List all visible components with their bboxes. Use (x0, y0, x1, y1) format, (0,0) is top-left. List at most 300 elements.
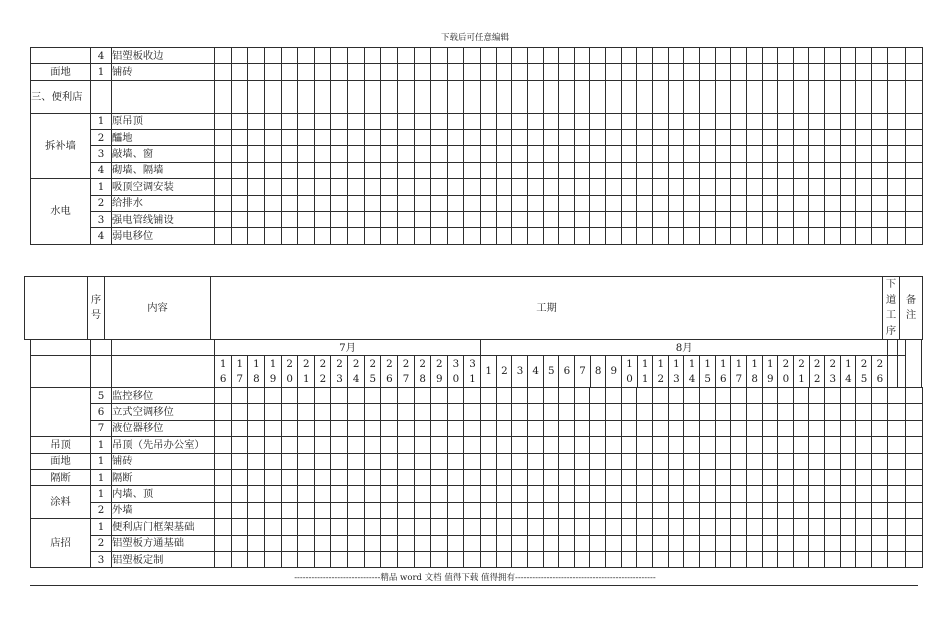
schedule-cell (574, 113, 590, 129)
schedule-cell (778, 80, 794, 113)
schedule-cell (298, 48, 315, 64)
day-number: 5 (547, 365, 555, 377)
schedule-cell (314, 195, 331, 211)
schedule-cell (464, 404, 481, 420)
schedule-cell (248, 228, 265, 244)
schedule-cell (668, 469, 684, 485)
schedule-cell (314, 228, 331, 244)
schedule-cell (715, 48, 731, 64)
schedule-cell (231, 420, 248, 436)
schedule-cell (809, 146, 825, 162)
schedule-cell (668, 535, 684, 551)
schedule-cell (381, 420, 398, 436)
schedule-cell (715, 453, 731, 469)
task-row (31, 469, 923, 485)
schedule-cell (559, 211, 575, 227)
blank-cell (888, 356, 898, 388)
schedule-cell (856, 64, 872, 80)
schedule-cell (590, 146, 606, 162)
schedule-cell (793, 437, 809, 453)
schedule-cell (699, 486, 715, 502)
schedule-cell (746, 404, 762, 420)
schedule-cell (248, 486, 265, 502)
schedule-cell (314, 113, 331, 129)
schedule-cell (746, 179, 762, 195)
task-row (31, 388, 923, 404)
schedule-cell (543, 535, 559, 551)
schedule-cell (397, 211, 414, 227)
schedule-cell (731, 146, 747, 162)
day-header-cell (856, 356, 872, 388)
schedule-cell (621, 211, 637, 227)
schedule-cell (281, 437, 298, 453)
schedule-cell (381, 80, 398, 113)
schedule-cell (248, 129, 265, 145)
schedule-cell (699, 129, 715, 145)
schedule-cell (715, 551, 731, 567)
schedule-cell (281, 228, 298, 244)
schedule-cell (215, 437, 232, 453)
schedule-cell (331, 228, 348, 244)
schedule-cell (856, 519, 872, 535)
schedule-cell (778, 162, 794, 178)
schedule-cell (731, 486, 747, 502)
schedule-cell (653, 162, 669, 178)
schedule-cell (364, 453, 381, 469)
next-process-header-cell (883, 277, 900, 340)
schedule-cell (637, 453, 653, 469)
schedule-cell (381, 211, 398, 227)
day-number: 16 (720, 357, 727, 385)
task-row (31, 129, 923, 145)
schedule-cell (414, 146, 431, 162)
schedule-cell (543, 404, 559, 420)
schedule-cell (574, 420, 590, 436)
schedule-cell (905, 129, 922, 145)
schedule-cell (381, 195, 398, 211)
schedule-cell (264, 211, 281, 227)
schedule-cell (364, 211, 381, 227)
schedule-table-top (30, 47, 923, 245)
schedule-cell (281, 420, 298, 436)
schedule-cell (905, 469, 922, 485)
day-number: 11 (641, 357, 649, 385)
schedule-cell (825, 129, 841, 145)
schedule-cell (746, 64, 762, 80)
schedule-cell (746, 502, 762, 518)
schedule-cell (248, 437, 265, 453)
schedule-cell (281, 535, 298, 551)
schedule-cell (637, 195, 653, 211)
item-number-cell: 2 (91, 195, 112, 211)
work-category-cell: 店招 (31, 519, 91, 568)
schedule-cell (397, 162, 414, 178)
schedule-cell (348, 551, 365, 567)
schedule-cell (215, 64, 232, 80)
schedule-cell (793, 469, 809, 485)
item-number-cell: 4 (91, 48, 112, 64)
schedule-cell (298, 535, 315, 551)
day-header-cell (512, 356, 528, 388)
schedule-cell (348, 146, 365, 162)
footer-rule (30, 585, 918, 586)
schedule-cell (527, 420, 543, 436)
day-header-cell (314, 356, 331, 388)
schedule-cell (559, 113, 575, 129)
schedule-cell (762, 420, 778, 436)
schedule-cell (248, 453, 265, 469)
schedule-cell (543, 502, 559, 518)
day-header-cell (590, 356, 606, 388)
schedule-cell (464, 502, 481, 518)
schedule-cell (512, 551, 528, 567)
day-header-cell (684, 356, 700, 388)
work-category-cell (31, 388, 91, 437)
schedule-cell (264, 388, 281, 404)
schedule-cell (872, 113, 888, 129)
schedule-cell (281, 80, 298, 113)
schedule-cell (668, 195, 684, 211)
schedule-cell (746, 146, 762, 162)
schedule-cell (496, 179, 512, 195)
schedule-cell (840, 453, 856, 469)
schedule-cell (778, 211, 794, 227)
schedule-cell (397, 80, 414, 113)
day-number: 29 (435, 357, 443, 385)
schedule-cell (715, 146, 731, 162)
schedule-cell (668, 404, 684, 420)
schedule-cell (464, 551, 481, 567)
schedule-cell (231, 80, 248, 113)
schedule-cell (699, 535, 715, 551)
schedule-cell (762, 453, 778, 469)
schedule-cell (637, 146, 653, 162)
schedule-cell (746, 195, 762, 211)
schedule-cell (856, 179, 872, 195)
schedule-cell (281, 388, 298, 404)
sequence-header-cell (88, 277, 105, 340)
schedule-cell (331, 551, 348, 567)
schedule-cell (559, 535, 575, 551)
schedule-cell (527, 502, 543, 518)
item-content-cell: 外墙 (112, 502, 215, 518)
schedule-cell (248, 519, 265, 535)
schedule-cell (778, 486, 794, 502)
day-number: 25 (369, 357, 376, 385)
schedule-cell (637, 64, 653, 80)
schedule-cell (559, 469, 575, 485)
schedule-cell (746, 535, 762, 551)
schedule-cell (653, 113, 669, 129)
schedule-cell (527, 146, 543, 162)
work-category-cell: 拆补墙 (31, 113, 91, 179)
schedule-cell (684, 420, 700, 436)
schedule-cell (364, 551, 381, 567)
schedule-calendar-header (30, 339, 906, 388)
item-number-cell: 6 (91, 404, 112, 420)
schedule-cell (481, 420, 497, 436)
schedule-cell (715, 179, 731, 195)
schedule-cell (887, 80, 905, 113)
schedule-cell (215, 551, 232, 567)
schedule-cell (668, 453, 684, 469)
schedule-cell (872, 437, 888, 453)
schedule-cell (778, 469, 794, 485)
schedule-cell (298, 486, 315, 502)
schedule-cell (905, 211, 922, 227)
schedule-cell (381, 179, 398, 195)
day-header-cell (778, 356, 794, 388)
schedule-cell (699, 437, 715, 453)
schedule-cell (512, 162, 528, 178)
schedule-cell (527, 437, 543, 453)
schedule-cell (231, 48, 248, 64)
schedule-cell (872, 228, 888, 244)
schedule-cell (825, 228, 841, 244)
schedule-cell (699, 162, 715, 178)
schedule-cell (348, 502, 365, 518)
schedule-cell (840, 211, 856, 227)
schedule-cell (543, 146, 559, 162)
schedule-cell (431, 453, 448, 469)
schedule-cell (298, 388, 315, 404)
item-content-cell: 铺砖 (112, 453, 215, 469)
schedule-cell (381, 129, 398, 145)
task-row (31, 420, 923, 436)
duration-header-label: 工期 (536, 302, 557, 314)
schedule-cell (778, 420, 794, 436)
schedule-cell (684, 80, 700, 113)
schedule-cell (590, 113, 606, 129)
schedule-cell (762, 437, 778, 453)
schedule-cell (512, 64, 528, 80)
schedule-cell (281, 162, 298, 178)
schedule-cell (731, 420, 747, 436)
schedule-cell (590, 486, 606, 502)
schedule-cell (684, 535, 700, 551)
day-header-cell (264, 356, 281, 388)
schedule-cell (606, 211, 622, 227)
schedule-cell (215, 502, 232, 518)
remarks-header-cell (900, 277, 923, 340)
schedule-cell (809, 80, 825, 113)
schedule-cell (856, 453, 872, 469)
schedule-cell (840, 469, 856, 485)
schedule-cell (464, 469, 481, 485)
schedule-cell (331, 420, 348, 436)
schedule-cell (364, 469, 381, 485)
schedule-cell (331, 80, 348, 113)
item-content-cell: 立式空调移位 (112, 404, 215, 420)
schedule-cell (215, 162, 232, 178)
schedule-cell (574, 551, 590, 567)
schedule-cell (574, 129, 590, 145)
schedule-cell (590, 48, 606, 64)
schedule-cell (746, 486, 762, 502)
schedule-cell (496, 420, 512, 436)
schedule-cell (825, 48, 841, 64)
schedule-cell (856, 211, 872, 227)
schedule-cell (348, 129, 365, 145)
task-row (31, 48, 923, 64)
schedule-cell (762, 113, 778, 129)
schedule-cell (621, 469, 637, 485)
day-number: 30 (452, 357, 460, 385)
schedule-cell (215, 48, 232, 64)
schedule-cell (762, 80, 778, 113)
schedule-cell (793, 519, 809, 535)
schedule-cell (840, 437, 856, 453)
schedule-cell (364, 404, 381, 420)
schedule-cell (590, 388, 606, 404)
day-header-cell (543, 356, 559, 388)
task-row (31, 195, 923, 211)
schedule-cell (281, 64, 298, 80)
schedule-cell (447, 162, 464, 178)
schedule-cell (606, 437, 622, 453)
schedule-cell (559, 179, 575, 195)
schedule-cell (298, 469, 315, 485)
day-header-cell (381, 356, 398, 388)
schedule-cell (793, 64, 809, 80)
schedule-cell (887, 388, 905, 404)
schedule-cell (825, 502, 841, 518)
schedule-cell (684, 486, 700, 502)
schedule-cell (793, 48, 809, 64)
schedule-cell (481, 113, 497, 129)
schedule-cell (464, 113, 481, 129)
schedule-cell (381, 162, 398, 178)
blank-cell (91, 340, 112, 356)
schedule-cell (590, 469, 606, 485)
schedule-cell (314, 388, 331, 404)
schedule-cell (414, 195, 431, 211)
schedule-cell (887, 453, 905, 469)
day-number: 1 (485, 365, 492, 377)
schedule-cell (653, 228, 669, 244)
schedule-cell (731, 469, 747, 485)
schedule-cell (331, 486, 348, 502)
schedule-cell (447, 228, 464, 244)
day-header-cell (528, 356, 544, 388)
schedule-cell (431, 48, 448, 64)
schedule-cell (348, 195, 365, 211)
schedule-cell (231, 437, 248, 453)
item-number-cell: 1 (91, 453, 112, 469)
schedule-cell (481, 519, 497, 535)
item-content-cell: 敲墙、窗 (112, 146, 215, 162)
schedule-cell (887, 162, 905, 178)
schedule-cell (559, 420, 575, 436)
item-content-cell: 铝塑板收边 (112, 48, 215, 64)
day-number: 25 (860, 357, 868, 385)
schedule-cell (590, 453, 606, 469)
schedule-cell (559, 162, 575, 178)
schedule-cell (905, 113, 922, 129)
item-number-cell: 4 (91, 228, 112, 244)
schedule-cell (447, 211, 464, 227)
schedule-cell (699, 113, 715, 129)
schedule-cell (762, 519, 778, 535)
schedule-cell (621, 179, 637, 195)
day-number: 18 (751, 357, 758, 385)
schedule-cell (905, 48, 922, 64)
schedule-cell (215, 519, 232, 535)
schedule-cell (621, 453, 637, 469)
schedule-cell (905, 195, 922, 211)
schedule-cell (512, 404, 528, 420)
schedule-cell (331, 48, 348, 64)
schedule-cell (248, 64, 265, 80)
schedule-cell (248, 146, 265, 162)
schedule-cell (314, 64, 331, 80)
schedule-cell (314, 502, 331, 518)
schedule-cell (298, 64, 315, 80)
schedule-cell (431, 420, 448, 436)
schedule-cell (887, 502, 905, 518)
day-header-cell (747, 356, 763, 388)
schedule-cell (606, 64, 622, 80)
schedule-cell (856, 551, 872, 567)
schedule-cell (397, 535, 414, 551)
schedule-cell (653, 404, 669, 420)
schedule-cell (840, 228, 856, 244)
item-number-cell: 1 (91, 179, 112, 195)
schedule-cell (825, 453, 841, 469)
schedule-cell (431, 437, 448, 453)
schedule-cell (264, 80, 281, 113)
schedule-cell (574, 228, 590, 244)
schedule-cell (856, 228, 872, 244)
schedule-cell (621, 437, 637, 453)
schedule-cell (331, 129, 348, 145)
schedule-cell (543, 388, 559, 404)
month-header-cell: 7月 (215, 340, 481, 356)
schedule-cell (668, 162, 684, 178)
schedule-cell (637, 420, 653, 436)
schedule-cell (314, 48, 331, 64)
schedule-cell (653, 48, 669, 64)
schedule-cell (314, 535, 331, 551)
schedule-cell (464, 228, 481, 244)
item-content-cell: 监控移位 (112, 388, 215, 404)
day-header-cell (481, 356, 497, 388)
schedule-cell (574, 519, 590, 535)
schedule-cell (397, 469, 414, 485)
schedule-cell (559, 502, 575, 518)
schedule-cell (543, 48, 559, 64)
schedule-cell (381, 146, 398, 162)
day-header-cell (700, 356, 716, 388)
schedule-cell (431, 469, 448, 485)
schedule-cell (809, 420, 825, 436)
schedule-cell (887, 486, 905, 502)
schedule-cell (298, 228, 315, 244)
schedule-cell (496, 64, 512, 80)
schedule-cell (447, 551, 464, 567)
schedule-cell (840, 129, 856, 145)
day-header-cell (872, 356, 888, 388)
item-content-cell: 醽地 (112, 129, 215, 145)
schedule-cell (872, 404, 888, 420)
day-number: 19 (766, 357, 774, 385)
schedule-cell (684, 129, 700, 145)
schedule-cell (653, 469, 669, 485)
schedule-cell (684, 228, 700, 244)
schedule-cell (381, 228, 398, 244)
item-content-cell: 给排水 (112, 195, 215, 211)
schedule-cell (684, 113, 700, 129)
